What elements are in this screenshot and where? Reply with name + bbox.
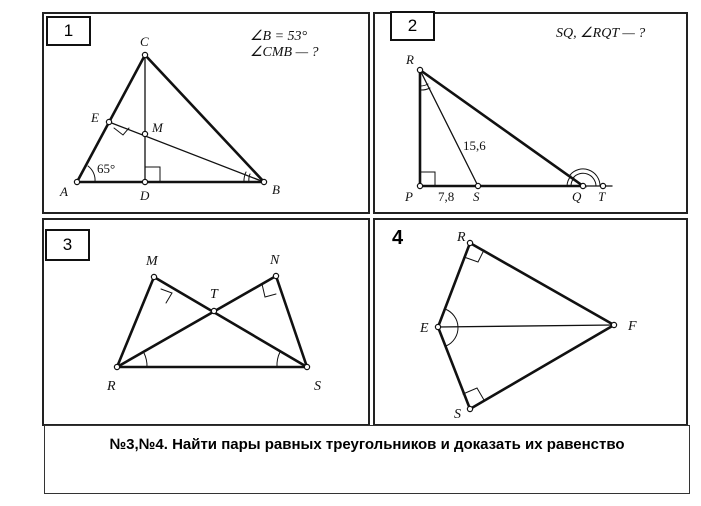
fig1-label-C: C [140, 34, 149, 49]
fig1-label-D: D [140, 188, 150, 203]
fig3-label-R: R [107, 379, 116, 394]
panel-1-number: 1 [46, 16, 91, 46]
task-description: №3,№4. Найти пары равных треугольников и доказать их равенство [44, 425, 690, 494]
fig3-label-N: N [270, 253, 280, 268]
fig2-label-Q: Q [572, 189, 582, 204]
panel-3-number: 3 [45, 229, 90, 261]
fig2-label-R: R [406, 52, 414, 67]
fig2-length-RS: 15,6 [463, 138, 486, 153]
fig2-label-P: P [405, 189, 413, 204]
fig3-label-M: M [146, 254, 158, 269]
fig1-angle-65: 65° [97, 161, 116, 176]
figure-4-triangles [435, 240, 616, 411]
panel-2-number: 2 [390, 11, 435, 41]
fig1-label-E: E [91, 110, 99, 125]
fig4-label-S: S [454, 407, 461, 422]
fig2-question: SQ, ∠RQT — ? [556, 26, 646, 41]
fig2-label-S: S [473, 189, 480, 204]
fig1-question-line1: ∠B = 53° [250, 29, 308, 44]
panel-4-number: 4 [380, 224, 415, 256]
fig3-label-S: S [314, 379, 321, 394]
fig4-label-R: R [457, 230, 466, 245]
fig2-length-PS: 7,8 [438, 189, 455, 204]
fig1-label-M: M [152, 120, 163, 135]
fig2-label-T: T [598, 189, 606, 204]
fig4-label-F: F [628, 319, 637, 334]
fig1-label-A: A [60, 184, 68, 199]
fig3-label-T: T [210, 287, 218, 302]
fig1-question-line2: ∠CMB — ? [250, 45, 319, 60]
figure-2-triangle [417, 67, 612, 188]
fig4-label-E: E [420, 321, 429, 336]
fig1-label-B: B [272, 182, 280, 197]
